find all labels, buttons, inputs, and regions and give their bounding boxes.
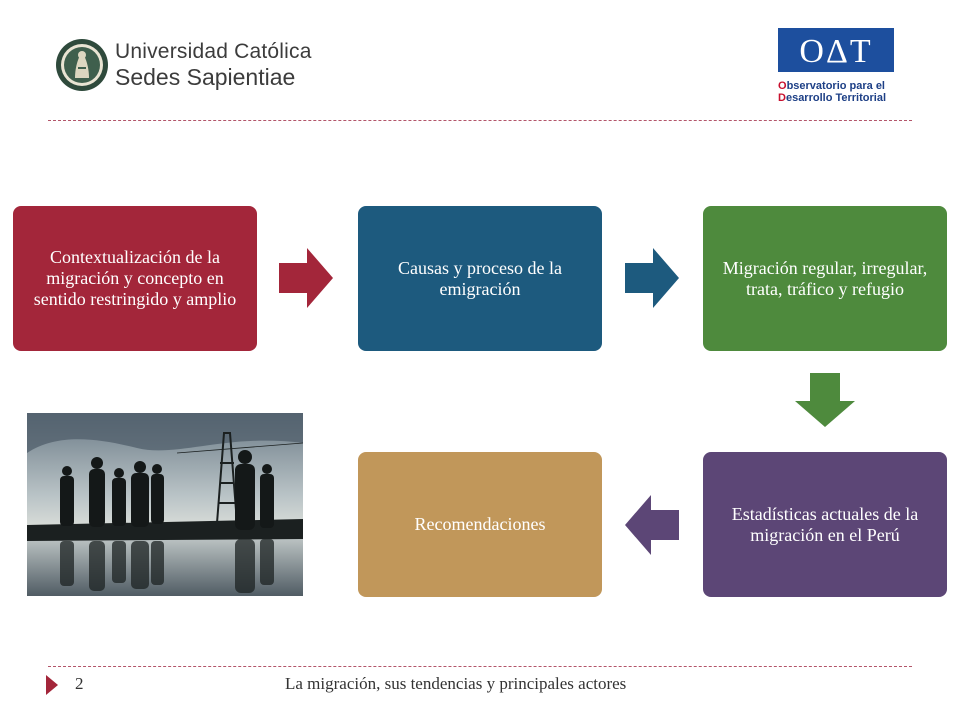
footer-divider [48,666,912,667]
odt-logo-mark-text: OΔT [799,33,873,70]
arrow-right-icon [279,248,333,308]
step-5-label: Recomendaciones [414,514,546,534]
step-causas [358,206,602,351]
odt-logo [772,28,902,108]
step-4-label: Estadísticas actuales de la migración en el Perú [731,503,919,545]
arrow-right-icon [625,248,679,308]
header-divider [48,120,912,121]
step-contextualizacion [13,206,257,351]
odt-line2-initial: D [778,92,786,104]
odt-logo-subtitle [778,80,902,104]
odt-line1-rest: bservatorio para el [786,80,885,92]
step-estadisticas [703,452,947,597]
page-number: 2 [75,674,84,693]
triangle-bullet-icon [46,675,58,695]
university-seal-icon [55,38,109,92]
university-name-line2: Sedes Sapientiae [115,64,296,90]
arrow-left-icon [625,495,679,555]
university-name-line1: Universidad Católica [115,40,312,63]
arrow-down-icon [795,373,855,427]
migrants-silhouette-photo [27,413,303,596]
odt-line1-initial: O [778,80,787,92]
step-migracion-tipos [703,206,947,351]
footer-title: La migración, sus tendencias y principales actores [285,674,627,693]
step-1-label: Contextualización de la migración y concepto en sentido restringido y amplio [33,247,237,309]
step-recomendaciones [358,452,602,597]
step-2-label: Causas y proceso de la emigración [398,257,562,299]
step-3-label: Migración regular, irregular, trata, tráfico y refugio [722,257,928,299]
odt-line2-rest: esarrollo Territorial [785,92,887,104]
odt-logo-mark [778,28,894,72]
university-logo [55,36,312,98]
